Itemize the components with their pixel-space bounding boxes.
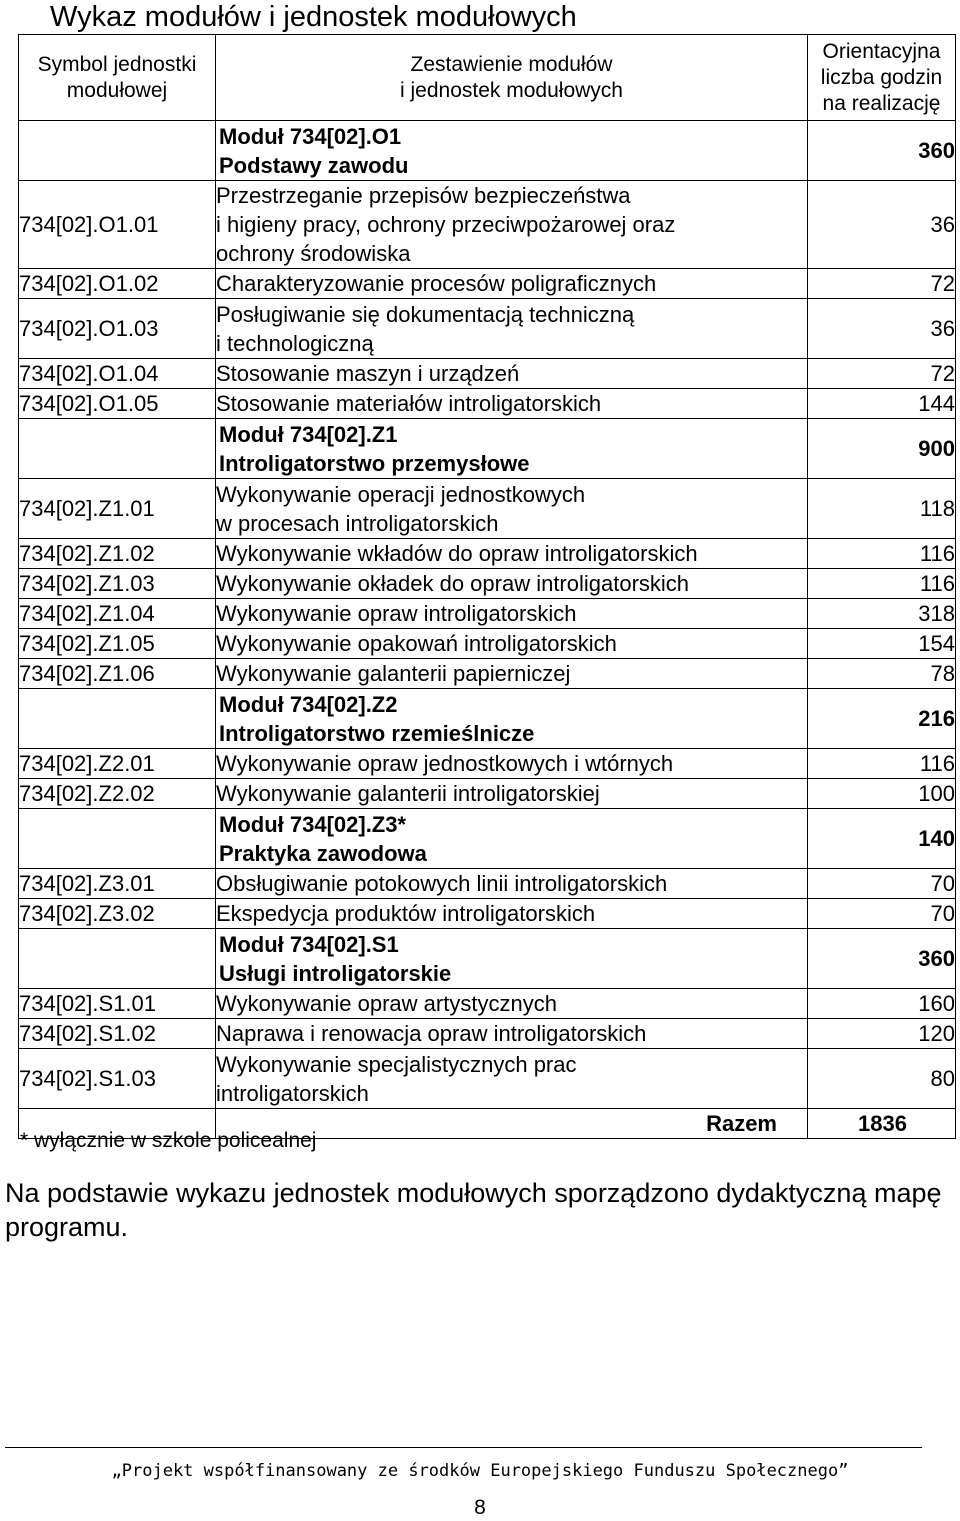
unit-hours: 216 [808, 689, 956, 749]
header-list-line-2: i jednostek modułowych [400, 78, 623, 102]
unit-name-line: Praktyka zawodowa [219, 840, 427, 866]
unit-name-line: Charakteryzowanie procesów poligraficznych [216, 271, 657, 296]
unit-name-line: Stosowanie materiałów introligatorskich [216, 391, 602, 416]
unit-symbol: 734[02].Z2.01 [19, 749, 216, 779]
unit-symbol [19, 929, 216, 989]
unit-symbol: 734[02].O1.05 [19, 389, 216, 419]
header-hours-line-2: liczba godzin [820, 65, 943, 89]
unit-symbol [19, 419, 216, 479]
unit-name-line: i technologiczną [216, 330, 374, 356]
unit-name [216, 779, 808, 809]
unit-name-line: Wykonywanie wkładów do opraw introligatorskich [216, 541, 698, 566]
unit-symbol: 734[02].Z1.04 [19, 599, 216, 629]
unit-name-line: Przestrzeganie przepisów bezpieczeństwa [216, 183, 631, 208]
unit-hours: 154 [808, 629, 956, 659]
module-row [19, 929, 956, 989]
table-row [19, 659, 956, 689]
unit-symbol [19, 809, 216, 869]
table-row [19, 389, 956, 419]
header-hours [808, 35, 956, 121]
table-row [19, 569, 956, 599]
unit-name [216, 1019, 808, 1049]
unit-name-line: Moduł 734[02].O1 [219, 123, 402, 149]
unit-name-line: Posługiwanie się dokumentacją techniczną [216, 301, 635, 327]
table-row [19, 869, 956, 899]
unit-hours: 120 [808, 1019, 956, 1049]
unit-hours: 144 [808, 389, 956, 419]
table-row [19, 629, 956, 659]
unit-name-line: Wykonywanie opraw artystycznych [216, 991, 557, 1016]
footnote: * wyłącznie w szkole policealnej [20, 1129, 317, 1152]
unit-name [216, 689, 808, 749]
unit-hours: 116 [808, 569, 956, 599]
summary-paragraph: Na podstawie wykazu jednostek modułowych sporządzono dydaktyczną mapę programu. [5, 1178, 942, 1242]
unit-symbol: 734[02].Z1.05 [19, 629, 216, 659]
unit-name-line: Wykonywanie opakowań introligatorskich [216, 631, 617, 656]
module-row [19, 809, 956, 869]
page-number: 8 [474, 1496, 486, 1519]
unit-hours: 70 [808, 869, 956, 899]
unit-symbol: 734[02].O1.03 [19, 299, 216, 359]
unit-name [216, 359, 808, 389]
unit-name-line: Wykonywanie galanterii papierniczej [216, 661, 571, 686]
table-row [19, 1019, 956, 1049]
unit-name [216, 809, 808, 869]
unit-name [216, 479, 808, 539]
unit-name-line: Introligatorstwo rzemieślnicze [219, 720, 535, 746]
module-row [19, 121, 956, 181]
total-hours: 1836 [808, 1109, 956, 1139]
header-list [216, 35, 808, 121]
total-label: Razem [216, 1109, 808, 1139]
unit-symbol: 734[02].Z3.02 [19, 899, 216, 929]
unit-name-line: Usługi introligatorskie [219, 960, 452, 986]
module-row [19, 689, 956, 749]
unit-name [216, 599, 808, 629]
unit-hours: 360 [808, 121, 956, 181]
unit-name-line: Moduł 734[02].Z1 [219, 421, 398, 447]
unit-symbol: 734[02].Z2.02 [19, 779, 216, 809]
unit-symbol: 734[02].Z1.02 [19, 539, 216, 569]
unit-name-line: Wykonywanie galanterii introligatorskiej [216, 781, 600, 806]
page-title: Wykaz modułów i jednostek modułowych [50, 1, 577, 33]
unit-symbol: 734[02].Z1.06 [19, 659, 216, 689]
unit-symbol: 734[02].S1.03 [19, 1049, 216, 1109]
unit-name-line: ochrony środowiska [216, 241, 411, 266]
table-row [19, 479, 956, 539]
table-row [19, 599, 956, 629]
unit-symbol: 734[02].O1.01 [19, 181, 216, 269]
table-row [19, 779, 956, 809]
unit-hours: 140 [808, 809, 956, 869]
unit-name [216, 989, 808, 1019]
table-row [19, 989, 956, 1019]
unit-name [216, 629, 808, 659]
header-symbol [19, 35, 216, 121]
unit-hours: 70 [808, 899, 956, 929]
unit-name-line: Moduł 734[02].Z3* [219, 811, 407, 837]
unit-name-line: Introligatorstwo przemysłowe [219, 450, 530, 476]
table-header-row [19, 35, 956, 121]
unit-name-line: Obsługiwanie potokowych linii introligatorskich [216, 871, 668, 896]
unit-symbol: 734[02].S1.02 [19, 1019, 216, 1049]
table-row [19, 299, 956, 359]
unit-name [216, 419, 808, 479]
unit-symbol: 734[02].Z3.01 [19, 869, 216, 899]
unit-name [216, 181, 808, 269]
table-row [19, 269, 956, 299]
unit-hours: 116 [808, 539, 956, 569]
table-row [19, 539, 956, 569]
unit-name-line: Moduł 734[02].S1 [219, 931, 399, 957]
header-symbol-line-1: Symbol jednostki [37, 52, 197, 76]
unit-hours: 78 [808, 659, 956, 689]
unit-hours: 360 [808, 929, 956, 989]
footer-divider [5, 1447, 922, 1448]
unit-symbol: 734[02].Z1.03 [19, 569, 216, 599]
unit-name-line: Wykonywanie okładek do opraw introligatorskich [216, 571, 690, 596]
unit-name [216, 269, 808, 299]
unit-name-line: Wykonywanie opraw jednostkowych i wtórnych [216, 751, 674, 776]
unit-name-line: introligatorskich [216, 1080, 369, 1106]
header-symbol-line-2: modułowej [66, 78, 168, 102]
table-row [19, 181, 956, 269]
unit-name [216, 539, 808, 569]
unit-hours: 318 [808, 599, 956, 629]
unit-hours: 80 [808, 1049, 956, 1109]
unit-symbol [19, 689, 216, 749]
unit-hours: 36 [808, 181, 956, 269]
unit-name-line: i higieny pracy, ochrony przeciwpożarowej oraz [216, 212, 676, 237]
unit-symbol: 734[02].O1.04 [19, 359, 216, 389]
table-row [19, 359, 956, 389]
unit-hours: 900 [808, 419, 956, 479]
unit-name [216, 929, 808, 989]
unit-name-line: Wykonywanie operacji jednostkowych [216, 481, 586, 507]
module-row [19, 419, 956, 479]
unit-name [216, 299, 808, 359]
unit-name-line: Stosowanie maszyn i urządzeń [216, 361, 520, 386]
footer-text: „Projekt współfinansowany ze środków Europejskiego Funduszu Społecznego” [111, 1461, 849, 1481]
unit-symbol: 734[02].S1.01 [19, 989, 216, 1019]
unit-name-line: Wykonywanie opraw introligatorskich [216, 601, 577, 626]
table-body [19, 121, 956, 1109]
table-row [19, 899, 956, 929]
unit-name [216, 749, 808, 779]
unit-symbol: 734[02].Z1.01 [19, 479, 216, 539]
unit-name [216, 869, 808, 899]
unit-name-line: Wykonywanie specjalistycznych prac [216, 1051, 577, 1077]
unit-name [216, 121, 808, 181]
table-row [19, 1049, 956, 1109]
unit-hours: 160 [808, 989, 956, 1019]
modules-table [18, 34, 956, 1139]
unit-name [216, 569, 808, 599]
unit-name [216, 659, 808, 689]
unit-name [216, 389, 808, 419]
unit-name [216, 1049, 808, 1109]
header-hours-line-3: na realizację [822, 91, 941, 115]
unit-symbol [19, 121, 216, 181]
unit-name-line: Moduł 734[02].Z2 [219, 691, 398, 717]
table-row [19, 749, 956, 779]
unit-symbol: 734[02].O1.02 [19, 269, 216, 299]
unit-name-line: Podstawy zawodu [219, 152, 409, 178]
unit-hours: 72 [808, 269, 956, 299]
unit-hours: 118 [808, 479, 956, 539]
unit-name-line: w procesach introligatorskich [216, 510, 499, 536]
header-hours-line-1: Orientacyjna [822, 39, 941, 63]
unit-hours: 100 [808, 779, 956, 809]
header-list-line-1: Zestawienie modułów [410, 52, 613, 76]
unit-hours: 116 [808, 749, 956, 779]
unit-name-line: Ekspedycja produktów introligatorskich [216, 901, 596, 926]
unit-hours: 72 [808, 359, 956, 389]
unit-hours: 36 [808, 299, 956, 359]
unit-name-line: Naprawa i renowacja opraw introligatorskich [216, 1021, 647, 1046]
unit-name [216, 899, 808, 929]
